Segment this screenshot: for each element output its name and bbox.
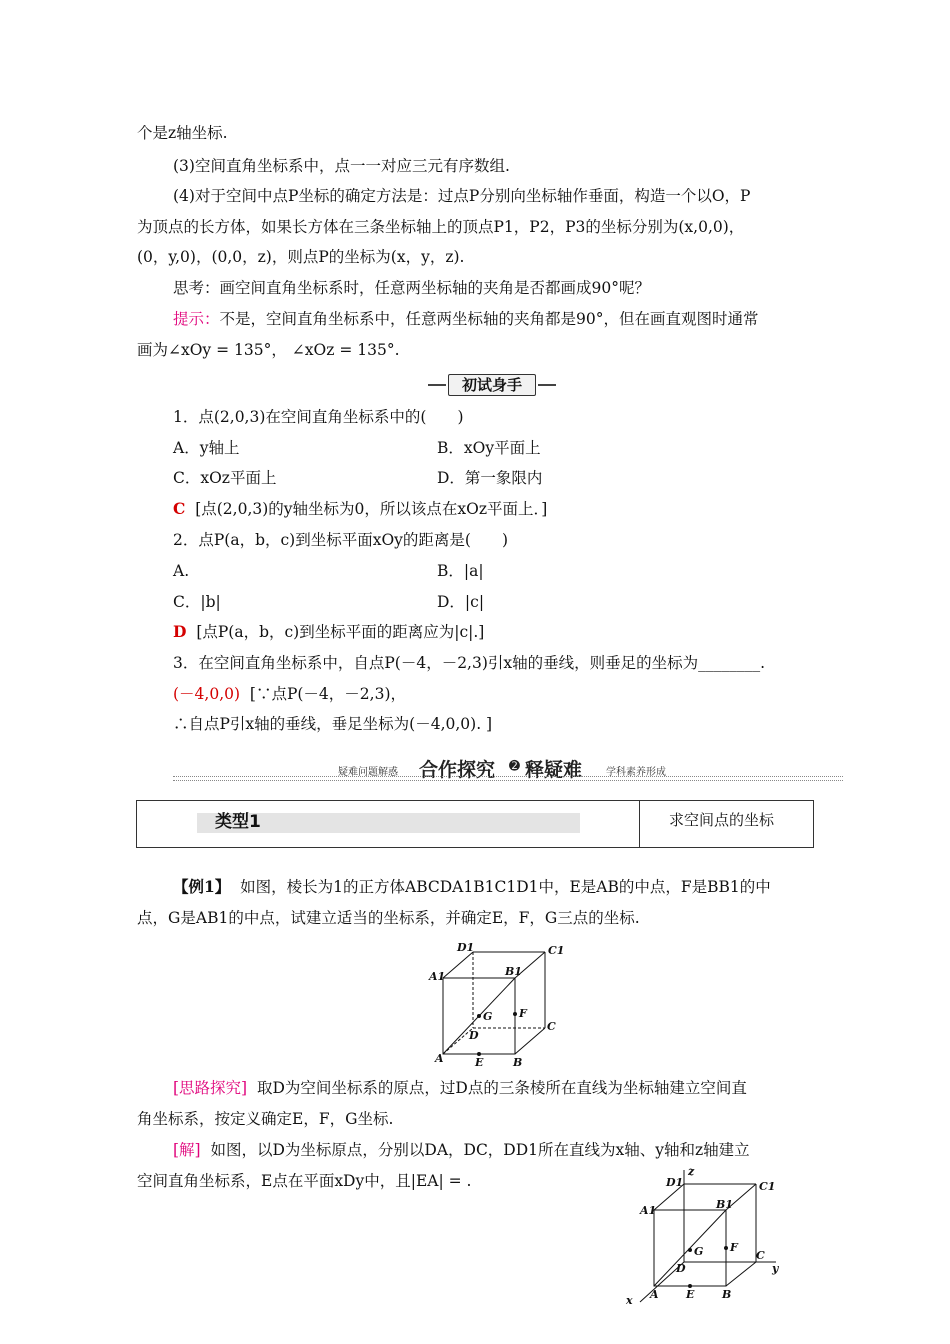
q2-option-d: D．|c|: [437, 593, 485, 611]
cube-figure-1: [425, 940, 565, 1070]
hint-line: [173, 308, 853, 330]
label-e: E: [686, 1288, 695, 1301]
type-header-table: [136, 800, 814, 848]
q3-answer-line: [173, 683, 853, 705]
q2-option-b: B．|a|: [437, 562, 484, 580]
label-b1: B1: [716, 1198, 733, 1211]
label-d: D: [676, 1262, 686, 1275]
example-line-2: 点，G是AB1的中点，试建立适当的坐标系，并确定E，F，G三点的坐标.: [137, 909, 640, 927]
label-f: F: [730, 1241, 738, 1254]
solution-line-1: [173, 1139, 853, 1161]
hint-text: 不是，空间直角坐标系中，任意两坐标轴的夹角都是90°，但在画直观图时通常: [219, 310, 759, 328]
text-line: 个是z轴坐标.: [137, 124, 228, 142]
text-line: (0，y,0)，(0,0，z)，则点P的坐标为(x，y，z).: [137, 248, 465, 266]
text-line: 为顶点的长方体，如果长方体在三条坐标轴上的顶点P1，P2，P3的坐标分别为(x,0,0)，: [137, 218, 745, 236]
point-g: [477, 1014, 481, 1018]
banner-title: 初试身手: [448, 374, 536, 396]
q1-options-row1: [173, 437, 853, 459]
q1-stem: 1．点(2,0,3)在空间直角坐标系中的( ): [173, 408, 464, 426]
label-c: C: [547, 1020, 556, 1033]
banner-rule-left: [428, 384, 446, 386]
label-b: B: [722, 1288, 732, 1301]
q1-options-row2: [173, 467, 853, 489]
label-b: B: [513, 1056, 523, 1069]
hint-line-2: 画为∠xOy = 135°， ∠xOz = 135°.: [137, 341, 400, 359]
q1-answer: C: [173, 499, 186, 518]
q1-answer-line: [173, 498, 853, 520]
think-line: 思考：画空间直角坐标系时，任意两坐标轴的夹角是否都画成90°呢？: [173, 279, 650, 297]
text-line: (4)对于空间中点P坐标的确定方法是：过点P分别向坐标轴作垂面，构造一个以O，P: [173, 187, 751, 205]
example-label: 【例1】: [173, 877, 231, 896]
label-c1: C1: [759, 1180, 776, 1193]
q1-option-d: D．第一象限内: [437, 469, 543, 487]
solution-line-2: 空间直角坐标系，E点在平面xDy中，且|EA| = .: [137, 1172, 472, 1190]
q3-explain-2: ∴自点P引x轴的垂线，垂足坐标为(－4,0,0). ]: [173, 715, 493, 733]
label-d: D: [469, 1029, 479, 1042]
q2-answer: D: [173, 622, 187, 641]
label-d1: D1: [457, 941, 475, 954]
example-line-1: [173, 876, 853, 898]
q1-option-c: C．xOz平面上: [173, 469, 277, 487]
label-a1: A1: [429, 970, 446, 983]
q2-stem: 2．点P(a，b，c)到坐标平面xOy的距离是( ): [173, 531, 509, 549]
point-g: [688, 1248, 692, 1252]
solution-text-1: 如图，以D为坐标原点，分别以DA，DC，DD1所在直线为x轴、y轴和z轴建立: [210, 1141, 750, 1159]
idea-line-1: [173, 1077, 853, 1099]
q1-option-a: A．y轴上: [173, 439, 240, 457]
example-text-1: 如图，棱长为1的正方体ABCDA1B1C1D1中，E是AB的中点，F是BB1的中: [240, 878, 771, 896]
idea-label: [思路探究]: [173, 1079, 248, 1097]
point-f: [724, 1246, 728, 1250]
label-y: y: [772, 1262, 779, 1275]
text-line: (3)空间直角坐标系中，点一一对应三元有序数组.: [173, 157, 510, 175]
label-e: E: [475, 1056, 484, 1069]
point-f: [513, 1012, 517, 1016]
q2-options-row2: [173, 591, 853, 613]
section-title-2: 释疑难: [525, 759, 583, 781]
label-d1: D1: [666, 1176, 684, 1189]
section-right-label: 学科素养形成: [606, 767, 666, 778]
type-title: 求空间点的坐标: [669, 811, 775, 829]
q2-option-a: A.: [173, 562, 190, 580]
section-left-label: 疑难问题解惑: [338, 767, 398, 778]
type-label: 类型1: [215, 812, 261, 832]
label-c: C: [756, 1249, 765, 1262]
label-g: G: [483, 1010, 493, 1023]
section-title-1: 合作探究: [419, 759, 496, 781]
q1-explain: [点(2,0,3)的y轴坐标为0，所以该点在xOz平面上．]: [195, 500, 548, 518]
q2-explain: [点P(a，b，c)到坐标平面的距离应为|c|.]: [196, 623, 485, 641]
label-c1: C1: [548, 944, 565, 957]
label-b1: B1: [505, 965, 522, 978]
label-f: F: [519, 1007, 527, 1020]
label-x: x: [626, 1294, 633, 1307]
q3-stem: 3．在空间直角坐标系中，自点P(－4，－2,3)引x轴的垂线，则垂足的坐标为________.: [173, 654, 766, 672]
section-banner: [428, 374, 556, 396]
banner-rule-right: [538, 384, 556, 386]
q1-option-b: B．xOy平面上: [437, 439, 541, 457]
q3-explain-1: [∵点P(－4，－2,3)，: [249, 685, 406, 703]
label-g: G: [694, 1245, 704, 1258]
idea-text-1: 取D为空间坐标系的原点，过D点的三条棱所在直线为坐标轴建立空间直: [256, 1079, 747, 1097]
label-z: z: [688, 1166, 695, 1178]
q2-answer-line: [173, 621, 853, 643]
hint-label: 提示：: [173, 310, 220, 328]
section-divider: [173, 776, 843, 781]
label-a: A: [435, 1052, 444, 1065]
q3-answer: (－4,0,0): [173, 685, 241, 703]
label-a1: A1: [640, 1204, 657, 1217]
q2-option-c: C．|b|: [173, 593, 221, 611]
q2-options-row1: [173, 560, 853, 582]
cube-figure-2: [622, 1166, 792, 1308]
solution-label: [解]: [173, 1141, 201, 1159]
table-divider: [639, 801, 640, 847]
idea-line-2: 角坐标系，按定义确定E，F，G坐标.: [137, 1110, 394, 1128]
arrow-icon: ➋: [509, 759, 520, 774]
label-a: A: [650, 1288, 659, 1301]
